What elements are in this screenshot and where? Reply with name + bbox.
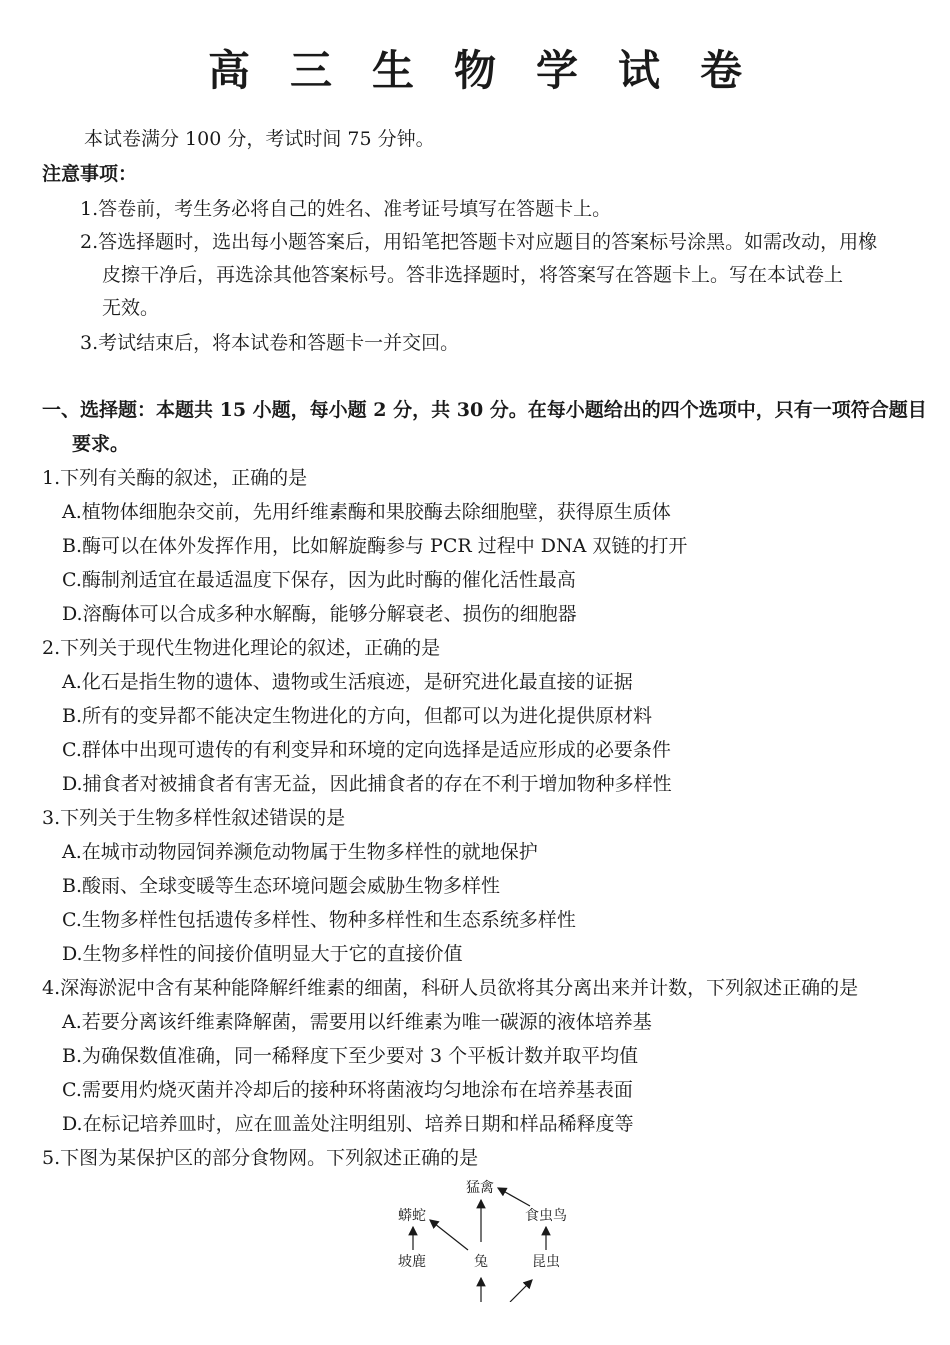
question-4-stem: 4.深海淤泥中含有某种能降解纤维素的细菌，科研人员欲将其分离出来并计数，下列叙述正确的是 <box>42 977 859 999</box>
notice-item-1: 1.答卷前，考生务必将自己的姓名、准考证号填写在答题卡上。 <box>80 198 612 220</box>
question-4-option-a: A.若要分离该纤维素降解菌，需要用以纤维素为唯一碳源的液体培养基 <box>62 1011 652 1033</box>
question-2-option-a: A.化石是指生物的遗体、遗物或生活痕迹，是研究进化最直接的证据 <box>62 671 633 693</box>
question-1-option-c: C.酶制剂适宜在最适温度下保存，因为此时酶的催化活性最高 <box>62 569 576 591</box>
exam-intro: 本试卷满分 100 分，考试时间 75 分钟。 <box>84 128 435 150</box>
food-web-node-insectivore-bird: 食虫鸟 <box>525 1208 567 1224</box>
food-web-node-deer: 坡鹿 <box>398 1254 426 1270</box>
food-web-node-python: 蟒蛇 <box>398 1208 426 1224</box>
question-2-stem: 2.下列关于现代生物进化理论的叙述，正确的是 <box>42 637 441 659</box>
question-1-option-d: D.溶酶体可以合成多种水解酶，能够分解衰老、损伤的细胞器 <box>62 603 577 625</box>
question-1-stem: 1.下列有关酶的叙述，正确的是 <box>42 467 308 489</box>
question-5-stem: 5.下图为某保护区的部分食物网。下列叙述正确的是 <box>42 1147 479 1169</box>
food-web-node-rabbit: 兔 <box>474 1254 488 1270</box>
question-2-option-d: D.捕食者对被捕食者有害无益，因此捕食者的存在不利于增加物种多样性 <box>62 773 672 795</box>
question-4-option-b: B.为确保数值准确，同一稀释度下至少要对 3 个平板计数并取平均值 <box>62 1045 639 1067</box>
notice-heading: 注意事项： <box>42 163 138 185</box>
section-heading-line-2: 要求。 <box>72 433 130 455</box>
food-web-diagram <box>380 1172 600 1302</box>
page-title: 高三生物学试卷 <box>207 46 782 95</box>
notice-item-2-line-1: 2.答选择题时，选出每小题答案后，用铅笔把答题卡对应题目的答案标号涂黑。如需改动，用橡 <box>80 231 878 253</box>
arrow-plant-to-insect <box>510 1280 532 1302</box>
notice-item-2-line-2: 皮擦干净后，再选涂其他答案标号。答非选择题时，将答案写在答题卡上。写在本试卷上 <box>102 264 844 286</box>
question-3-stem: 3.下列关于生物多样性叙述错误的是 <box>42 807 346 829</box>
question-4-option-c: C.需要用灼烧灭菌并冷却后的接种环将菌液均匀地涂布在培养基表面 <box>62 1079 633 1101</box>
question-2-option-c: C.群体中出现可遗传的有利变异和环境的定向选择是适应形成的必要条件 <box>62 739 671 761</box>
question-3-option-a: A.在城市动物园饲养濒危动物属于生物多样性的就地保护 <box>62 841 538 863</box>
notice-item-3: 3.考试结束后，将本试卷和答题卡一并交回。 <box>80 332 460 354</box>
question-1-option-b: B.酶可以在体外发挥作用，比如解旋酶参与 PCR 过程中 DNA 双链的打开 <box>62 535 688 557</box>
question-2-option-b: B.所有的变异都不能决定生物进化的方向，但都可以为进化提供原材料 <box>62 705 653 727</box>
food-web-node-insect: 昆虫 <box>532 1254 560 1270</box>
arrow-bird-to-raptor <box>498 1188 530 1206</box>
question-1-option-a: A.植物体细胞杂交前，先用纤维素酶和果胶酶去除细胞壁，获得原生质体 <box>62 501 671 523</box>
question-4-option-d: D.在标记培养皿时，应在皿盖处注明组别、培养日期和样品稀释度等 <box>62 1113 634 1135</box>
arrow-rabbit-to-python <box>430 1220 468 1250</box>
notice-item-2-line-3: 无效。 <box>102 297 160 319</box>
question-3-option-d: D.生物多样性的间接价值明显大于它的直接价值 <box>62 943 463 965</box>
food-web-node-raptor: 猛禽 <box>466 1180 494 1196</box>
section-heading-line-1: 一、选择题：本题共 15 小题，每小题 2 分，共 30 分。在每小题给出的四个选项中，只有一项符合题目 <box>42 399 927 421</box>
question-3-option-b: B.酸雨、全球变暖等生态环境问题会威胁生物多样性 <box>62 875 501 897</box>
question-3-option-c: C.生物多样性包括遗传多样性、物种多样性和生态系统多样性 <box>62 909 576 931</box>
